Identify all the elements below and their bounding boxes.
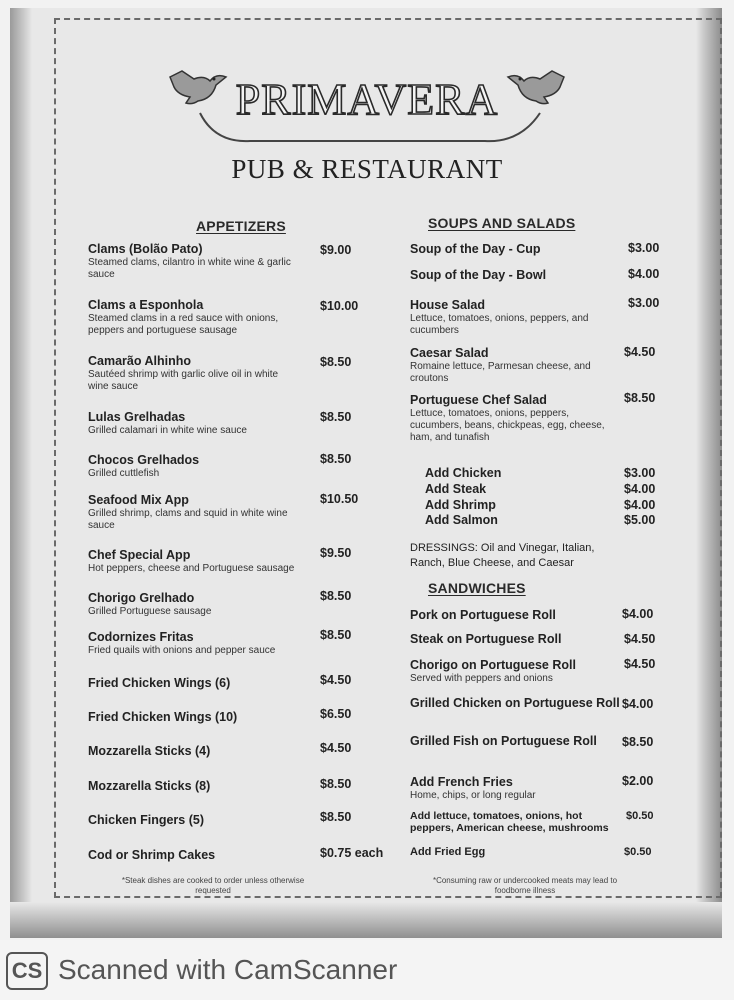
item-price: $4.50 — [624, 657, 656, 671]
item-name: Chorigo on Portuguese Roll — [410, 658, 576, 672]
item-name: Steak on Portuguese Roll — [410, 632, 562, 646]
menu-item — [88, 298, 313, 337]
item-price: $8.50 — [320, 777, 352, 791]
sandwiches-heading: SANDWICHES — [428, 580, 526, 596]
item-name: Grilled Fish on Portuguese Roll — [410, 734, 597, 748]
menu-item — [410, 298, 610, 337]
item-price: $4.00 — [628, 267, 660, 281]
item-name: Mozzarella Sticks (8) — [88, 779, 211, 793]
menu-item — [88, 848, 215, 862]
item-price: $4.50 — [624, 345, 656, 359]
item-price: $8.50 — [622, 735, 654, 749]
menu-item — [88, 354, 288, 393]
item-price: $6.50 — [320, 707, 352, 721]
menu-item — [88, 453, 313, 480]
scan-shadow-bottom — [10, 902, 722, 938]
item-desc: Grilled Portuguese sausage — [88, 606, 212, 617]
item-name: Chorigo Grelhado — [88, 591, 195, 605]
menu-item — [410, 268, 546, 282]
appetizers-heading: APPETIZERS — [196, 218, 286, 234]
item-desc: Hot peppers, cheese and Portuguese sausage — [88, 563, 295, 574]
item-price: $9.00 — [320, 243, 352, 257]
item-price: $4.00 — [622, 697, 654, 711]
item-name: Soup of the Day - Bowl — [410, 268, 547, 282]
menu-item — [410, 346, 620, 385]
item-desc: Grilled calamari in white wine sauce — [88, 425, 247, 436]
item-desc: Lettuce, tomatoes, onions, peppers, cucumbers, beans, chickpeas, egg, cheese, ham, and tunafish — [410, 408, 605, 443]
item-desc: Sautéed shrimp with garlic olive oil in white wine sauce — [88, 369, 279, 392]
footer-note-right: *Consuming raw or undercooked meats may lead to foodborne illness — [432, 876, 618, 895]
footer-note-left: *Steak dishes are cooked to order unless otherwise requested — [121, 876, 305, 895]
menu-item — [410, 393, 615, 444]
menu-item — [410, 608, 556, 622]
item-desc: Served with peppers and onions — [410, 673, 553, 684]
item-price: $4.00 — [622, 607, 654, 621]
item-name: Fried Chicken Wings (6) — [88, 676, 231, 690]
addon-item — [425, 466, 501, 480]
item-name: Camarão Alhinho — [88, 354, 192, 368]
addon-item — [425, 513, 498, 527]
item-name: Add French Fries — [410, 775, 513, 789]
menu-item — [410, 242, 541, 256]
item-price: $8.50 — [320, 452, 352, 466]
menu-item — [410, 697, 620, 710]
addon-item — [425, 482, 486, 496]
item-desc: Romaine lettuce, Parmesan cheese, and croutons — [410, 361, 591, 384]
menu-item — [88, 548, 328, 575]
item-price: $4.50 — [320, 741, 352, 755]
item-name: Fried Chicken Wings (10) — [88, 710, 238, 724]
item-name: Codornizes Fritas — [88, 630, 194, 644]
item-price: $8.50 — [320, 410, 352, 424]
addon-price: $4.00 — [624, 482, 656, 496]
addon-item — [425, 498, 496, 512]
menu-item — [88, 630, 318, 657]
menu-item — [410, 658, 576, 685]
item-price: $2.00 — [622, 774, 654, 788]
item-name: Grilled Chicken on Portuguese Roll — [410, 696, 620, 710]
menu-item — [88, 813, 204, 827]
menu-item — [88, 242, 318, 281]
item-price: $0.50 — [626, 810, 654, 822]
item-name: Chef Special App — [88, 548, 191, 562]
item-price: $4.50 — [320, 673, 352, 687]
restaurant-name: PRIMAVERA — [235, 75, 499, 124]
item-desc: Fried quails with onions and pepper sauce — [88, 645, 276, 656]
item-name: Chocos Grelhados — [88, 453, 200, 467]
item-price: $8.50 — [320, 589, 352, 603]
menu-item — [410, 846, 485, 858]
item-name: Caesar Salad — [410, 346, 489, 360]
item-price: $8.50 — [320, 810, 352, 824]
soups-salads-heading: SOUPS AND SALADS — [428, 215, 576, 231]
item-name: Clams a Esponhola — [88, 298, 204, 312]
item-name: Mozzarella Sticks (4) — [88, 744, 211, 758]
item-price: $8.50 — [320, 628, 352, 642]
item-name: Chicken Fingers (5) — [88, 813, 204, 827]
item-desc: Steamed clams in a red sauce with onions, peppers and portuguese sausage — [88, 313, 279, 336]
item-name: House Salad — [410, 298, 486, 312]
item-name: Add Fried Egg — [410, 846, 486, 858]
item-price: $4.50 — [624, 632, 656, 646]
item-desc: Grilled shrimp, clams and squid in white wine sauce — [88, 508, 288, 531]
menu-item — [88, 591, 313, 618]
item-name: Cod or Shrimp Cakes — [88, 848, 216, 862]
addon-price: $4.00 — [624, 498, 656, 512]
item-price: $8.50 — [624, 391, 656, 405]
item-desc: Home, chips, or long regular — [410, 790, 536, 801]
item-name: Add lettuce, tomatoes, onions, hot peppers, American cheese, mushrooms — [410, 810, 609, 834]
menu-item — [410, 632, 561, 646]
menu-item — [88, 744, 210, 758]
menu-item — [88, 779, 210, 793]
menu-item — [410, 735, 600, 748]
menu-item — [88, 493, 298, 532]
dressings-note: DRESSINGS: Oil and Vinegar, Italian, Ranch, Blue Cheese, and Caesar — [410, 542, 595, 569]
camscanner-logo-icon: CS — [6, 952, 48, 990]
restaurant-subtitle: PUB & RESTAURANT — [231, 154, 503, 184]
addon-name: Add Salmon — [425, 513, 498, 527]
menu-item — [88, 676, 230, 690]
item-price: $8.50 — [320, 355, 352, 369]
addon-price: $5.00 — [624, 513, 656, 527]
item-desc: Lettuce, tomatoes, onions, peppers, and cucumbers — [410, 313, 589, 336]
item-name: Clams (Bolão Pato) — [88, 242, 203, 256]
menu-item — [410, 810, 625, 834]
item-price: $3.00 — [628, 296, 660, 310]
item-name: Seafood Mix App — [88, 493, 189, 507]
item-desc: Steamed clams, cilantro in white wine & garlic sauce — [88, 257, 291, 280]
item-name: Lulas Grelhadas — [88, 410, 186, 424]
item-price: $10.50 — [320, 492, 359, 506]
item-price: $0.50 — [624, 846, 652, 858]
item-price: $9.50 — [320, 546, 352, 560]
item-price: $0.75 each — [320, 846, 384, 860]
item-desc: Grilled cuttlefish — [88, 468, 160, 479]
item-name: Soup of the Day - Cup — [410, 242, 541, 256]
item-price: $10.00 — [320, 299, 359, 313]
menu-item — [88, 710, 237, 724]
item-price: $3.00 — [628, 241, 660, 255]
menu-item — [88, 410, 313, 437]
item-name: Pork on Portuguese Roll — [410, 608, 556, 622]
addon-name: Add Shrimp — [425, 498, 496, 512]
addon-price: $3.00 — [624, 466, 656, 480]
scanner-label: Scanned with CamScanner — [58, 954, 398, 985]
addon-name: Add Chicken — [425, 466, 502, 480]
addon-name: Add Steak — [425, 482, 487, 496]
item-name: Portuguese Chef Salad — [410, 393, 547, 407]
menu-item — [410, 775, 536, 802]
